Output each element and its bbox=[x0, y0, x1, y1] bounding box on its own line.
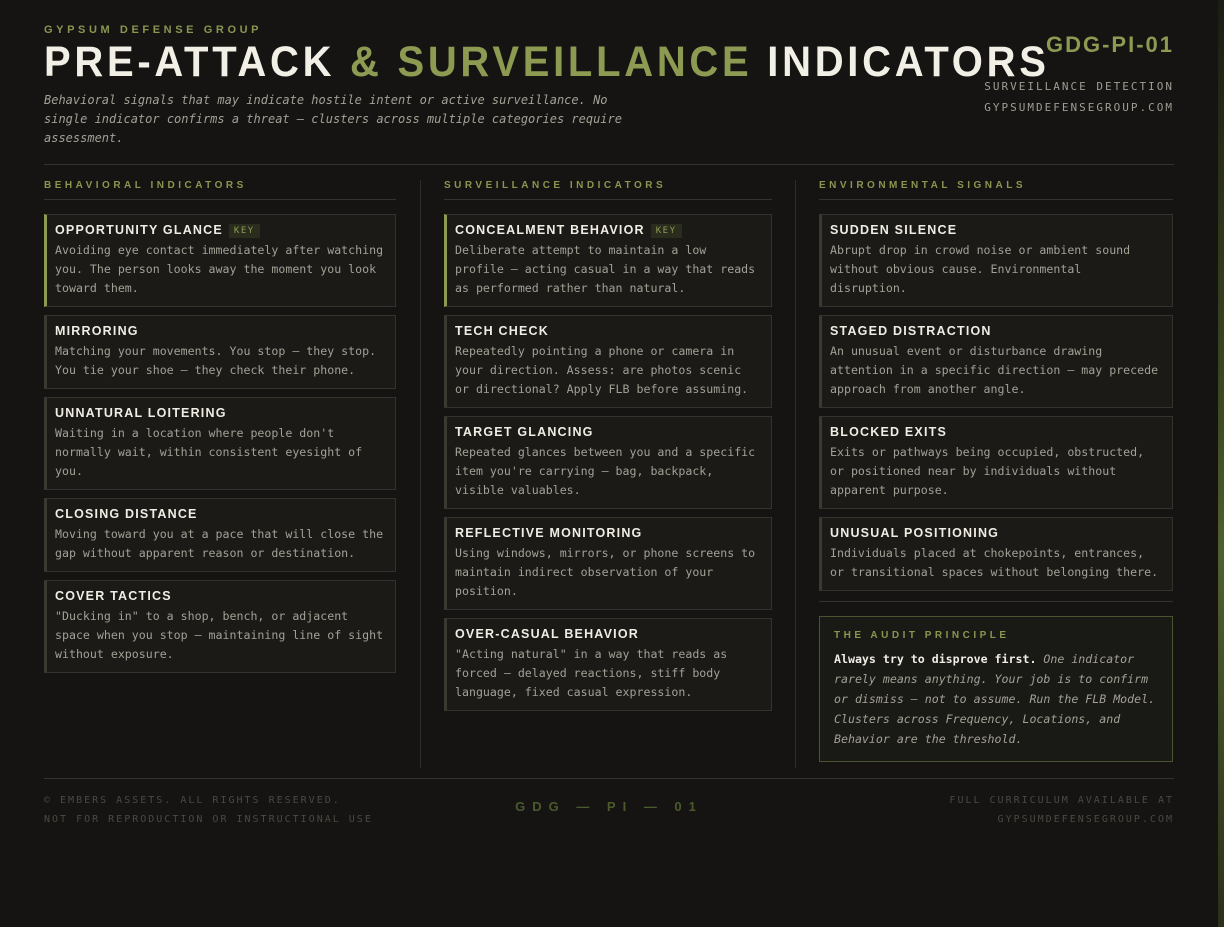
indicator-title-text: COVER TACTICS bbox=[55, 589, 172, 603]
indicator-title bbox=[455, 323, 761, 339]
audit-principle-box bbox=[819, 616, 1173, 762]
meta-line2: GYPSUMDEFENSEGROUP.COM bbox=[984, 101, 1174, 114]
indicator-description: Moving toward you at a pace that will close the gap without apparent reason or destination. bbox=[55, 527, 384, 560]
indicator-title-text: MIRRORING bbox=[55, 324, 139, 338]
environmental-cards bbox=[819, 214, 1173, 591]
footer-right-line1: FULL CURRICULUM AVAILABLE AT bbox=[949, 795, 1174, 806]
column-heading: SURVEILLANCE INDICATORS bbox=[444, 180, 772, 200]
page-footer bbox=[44, 778, 1174, 825]
column-behavioral bbox=[44, 180, 396, 681]
indicator-card bbox=[44, 580, 396, 673]
indicator-title-text: UNNATURAL LOITERING bbox=[55, 406, 227, 420]
column-heading: BEHAVIORAL INDICATORS bbox=[44, 180, 396, 200]
column-surveillance bbox=[444, 180, 772, 719]
indicator-title bbox=[55, 222, 385, 238]
indicator-description: Abrupt drop in crowd noise or ambient sound without obvious cause. Environmental disruption. bbox=[830, 243, 1131, 295]
column-divider bbox=[420, 180, 421, 768]
audit-lead: Always try to disprove first. bbox=[834, 652, 1037, 666]
indicator-title bbox=[830, 424, 1162, 440]
indicator-description: Avoiding eye contact immediately after watching you. The person looks away the moment you look toward them. bbox=[55, 243, 384, 295]
indicator-description: Repeated glances between you and a specific item you're carrying — bag, backpack, visible valuables. bbox=[455, 445, 756, 497]
org-name: GYPSUM DEFENSE GROUP bbox=[44, 24, 263, 36]
audit-heading: THE AUDIT PRINCIPLE bbox=[834, 630, 1010, 641]
column-heading: ENVIRONMENTAL SIGNALS bbox=[819, 180, 1173, 200]
indicator-card bbox=[819, 416, 1173, 509]
indicator-description: Matching your movements. You stop — they stop. You tie your shoe — they check their phone. bbox=[55, 344, 377, 377]
footer-doc-id: GDG — PI — 01 bbox=[515, 799, 703, 814]
indicator-title bbox=[830, 222, 1162, 238]
indicator-description: Waiting in a location where people don't normally wait, within consistent eyesight of you. bbox=[55, 426, 363, 478]
title-part2: INDICATORS bbox=[752, 38, 1050, 86]
indicator-card bbox=[444, 517, 772, 610]
indicator-card bbox=[819, 214, 1173, 307]
indicator-card bbox=[444, 214, 772, 307]
indicator-card bbox=[444, 416, 772, 509]
indicator-description: Deliberate attempt to maintain a low profile — acting casual in a way that reads as performed rather than natural. bbox=[455, 243, 756, 295]
indicator-title bbox=[55, 323, 385, 339]
doc-id: GDG-PI-01 bbox=[1045, 32, 1174, 57]
indicator-description: Using windows, mirrors, or phone screens to maintain indirect observation of your position. bbox=[455, 546, 756, 598]
column-environmental bbox=[819, 180, 1173, 762]
indicator-title-text: TARGET GLANCING bbox=[455, 425, 594, 439]
indicator-title bbox=[55, 405, 385, 421]
title-part1: PRE-ATTACK bbox=[44, 38, 351, 86]
audit-body bbox=[834, 649, 1158, 749]
column-divider bbox=[795, 180, 796, 768]
indicator-title bbox=[830, 525, 1162, 541]
indicator-card bbox=[444, 315, 772, 408]
indicator-description: Exits or pathways being occupied, obstructed, or positioned near by individuals without apparent purpose. bbox=[830, 445, 1145, 497]
indicator-title bbox=[55, 588, 385, 604]
indicator-card bbox=[819, 315, 1173, 408]
indicator-card bbox=[444, 618, 772, 711]
indicator-title-text: TECH CHECK bbox=[455, 324, 549, 338]
indicator-title bbox=[455, 222, 761, 238]
indicator-title bbox=[455, 424, 761, 440]
indicator-title bbox=[455, 626, 761, 642]
indicator-title bbox=[55, 506, 385, 522]
indicator-card bbox=[819, 517, 1173, 591]
indicator-title-text: OVER-CASUAL BEHAVIOR bbox=[455, 627, 639, 641]
indicator-description: Repeatedly pointing a phone or camera in your direction. Assess: are photos scenic or directional? Apply FLB before assuming. bbox=[455, 344, 749, 396]
audit-text: One indicator rarely means anything. Your job is to confirm or dismiss — not to assume. Run the FLB Model. Clusters across Frequency, Locations, and Behavior are the threshold. bbox=[834, 652, 1156, 746]
header-meta bbox=[984, 76, 1174, 118]
indicator-title-text: STAGED DISTRACTION bbox=[830, 324, 992, 338]
page-header bbox=[44, 24, 1174, 165]
indicator-card bbox=[44, 498, 396, 572]
key-badge: KEY bbox=[651, 224, 682, 238]
indicator-card bbox=[44, 397, 396, 490]
indicator-title-text: BLOCKED EXITS bbox=[830, 425, 947, 439]
indicator-title bbox=[830, 323, 1162, 339]
indicator-description: "Acting natural" in a way that reads as forced — delayed reactions, stiff body language, fixed casual expression. bbox=[455, 647, 728, 699]
indicator-title-text: UNUSUAL POSITIONING bbox=[830, 526, 1000, 540]
indicator-description: "Ducking in" to a shop, bench, or adjacent space when you stop — maintaining line of sight without exposure. bbox=[55, 609, 384, 661]
meta-line1: SURVEILLANCE DETECTION bbox=[984, 80, 1174, 93]
page-subtitle: Behavioral signals that may indicate hostile intent or active surveillance. No single indicator confirms a threat — clusters across multiple categories require assessment. bbox=[44, 93, 622, 145]
indicator-title-text: REFLECTIVE MONITORING bbox=[455, 526, 643, 540]
page-title bbox=[44, 39, 1095, 85]
accent-edge bbox=[1218, 0, 1224, 927]
indicator-description: Individuals placed at chokepoints, entrances, or transitional spaces without belonging there. bbox=[830, 546, 1159, 579]
footer-left-line1: © EMBERS ASSETS. ALL RIGHTS RESERVED. bbox=[44, 795, 341, 806]
footer-curriculum bbox=[949, 791, 1174, 829]
footer-right-line2: GYPSUMDEFENSEGROUP.COM bbox=[997, 814, 1174, 825]
indicator-title-text: CONCEALMENT BEHAVIOR bbox=[455, 223, 645, 237]
indicator-title bbox=[455, 525, 761, 541]
indicator-title-text: CLOSING DISTANCE bbox=[55, 507, 198, 521]
key-badge: KEY bbox=[229, 224, 260, 238]
footer-left-line2: NOT FOR REPRODUCTION OR INSTRUCTIONAL USE bbox=[44, 814, 373, 825]
indicator-title-text: OPPORTUNITY GLANCE bbox=[55, 223, 223, 237]
indicator-card bbox=[44, 315, 396, 389]
indicator-description: An unusual event or disturbance drawing attention in a specific direction — may precede approach from another angle. bbox=[830, 344, 1159, 396]
indicator-title-text: SUDDEN SILENCE bbox=[830, 223, 958, 237]
audit-separator bbox=[819, 601, 1173, 762]
indicator-card bbox=[44, 214, 396, 307]
title-accent: & SURVEILLANCE bbox=[350, 38, 753, 86]
